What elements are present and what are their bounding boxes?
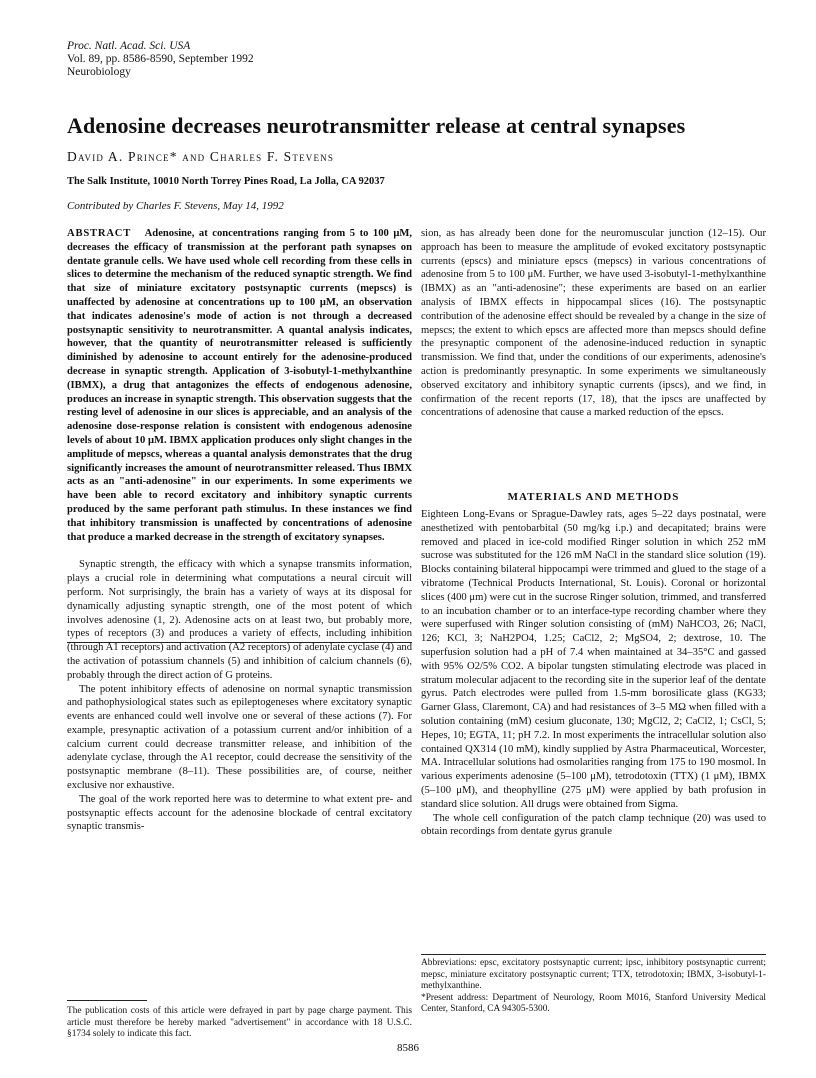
methods-section bbox=[421, 508, 766, 839]
journal-header bbox=[67, 40, 254, 79]
right-column-intro bbox=[421, 227, 766, 420]
affiliation: The Salk Institute, 10010 North Torrey Pines Road, La Jolla, CA 92037 bbox=[67, 176, 385, 187]
abstract-divider bbox=[67, 642, 412, 643]
intro-paragraph: The goal of the work reported here was to determine to what extent pre- and postsynaptic effects account for the adenosine blockade of central excitatory synaptic transmis- bbox=[67, 793, 412, 833]
abbreviations: Abbreviations: epsc, excitatory postsynaptic current; ipsc, inhibitory postsynaptic current; mepsc, miniature excitatory postsynaptic current; TTX, tetrodotoxin; IBMX, 3-isobutyl-1-methylxanthine. bbox=[421, 958, 766, 991]
journal-name: Proc. Natl. Acad. Sci. USA bbox=[67, 40, 191, 52]
page-number: 8586 bbox=[397, 1042, 419, 1054]
left-column bbox=[67, 227, 412, 834]
article-title: Adenosine decreases neurotransmitter release at central synapses bbox=[67, 113, 686, 138]
intro-paragraph: The potent inhibitory effects of adenosine on normal synaptic transmission and pathophysiological states such as epileptogeneses where excitatory synaptic events are enhanced could well involve one or several of these actions (7). For example, presynaptic activation of a potassium current and/or inhibition of a calcium current could decrease transmitter release, and inhibition of the adenylate cyclase, through the A1 receptor, could decrease the sensitivity of the postsynaptic membrane (8–11). These possibilities are, of course, neither exclusive nor exhaustive. bbox=[67, 683, 412, 792]
volume-info: Vol. 89, pp. 8586-8590, September 1992 bbox=[67, 53, 254, 65]
abstract-label: ABSTRACT bbox=[67, 228, 132, 239]
section-name: Neurobiology bbox=[67, 66, 131, 78]
abbreviations-footnote bbox=[421, 958, 766, 1016]
intro-continuation: sion, as has already been done for the neuromuscular junction (12–15). Our approach has been to measure the amplitude of evoked excitatory postsynaptic currents (epscs) and miniature epscs (mepscs) in various concentrations of adenosine from 5 to 100 μM. Further, we have used 3-isobutyl-1-methylxanthine (IBMX) as an "anti-adenosine"; these experiments are based on an earlier analysis of IBMX effects in hippocampal slices (16). The postsynaptic contribution of the adenosine effect should be revealed by a change in the size of mepscs; the extent to which epscs are affected more than mepscs should define the presynaptic component of the adenosine-induced reduction in synaptic transmission. We find that, under the conditions of our experiments, adenosine's action is predominantly presynaptic. In some experiments we simultaneously observed excitatory and inhibitory synaptic currents (ipscs), and we find, in confirmation of the recent reports (17, 18), that the ipscs are unaffected by concentrations of adenosine that cause a marked reduction of the epscs. bbox=[421, 228, 766, 419]
contributed-by: Contributed by Charles F. Stevens, May 14, 1992 bbox=[67, 200, 284, 212]
methods-paragraph: Eighteen Long-Evans or Sprague-Dawley rats, ages 5–22 days postnatal, were anesthetized with pentobarbital (50 mg/kg i.p.) and decapitated; brains were removed and placed in ice-cold modified Ringer solution in which 252 mM sucrose was substituted for the 126 mM NaCl in the standard slice solution (19). Blocks containing bilateral hippocampi were trimmed and glued to the stage of a vibratome (Technical Products International, St. Louis). Coronal or horizontal slices (400 μm) were cut in the sucrose Ringer solution, trimmed, and transferred to an incubation chamber or to an interface-type recording chamber where they were superfused with Ringer solution consisting of (mM) NaHCO3, 26; NaCl, 126; KCl, 3; NaH2PO4, 1.25; CaCl2, 2; MgSO4, 2; dextrose, 10. The superfusion solution had a pH of 7.4 when maintained at 34–35°C and gassed with 95% O2/5% CO2. A bipolar tungsten stimulating electrode was placed in stratum molecular adjacent to the recording site in the superior leaf of the dentate gyrus. Patch electrodes were pulled from 1.5-mm borosilicate glass (KG33; Garner Glass, Claremont, CA) and had resistances of 3–5 MΩ when filled with a solution containing (mM) cesium gluconate, 130; MgCl2, 2; CaCl2, 1; CsCl, 5; Hepes, 10; EGTA, 11; pH 7.2. In most experiments the intracellular solution also contained QX314 (10 mM), kindly supplied by Astra Pharmaceutical, Worcester, MA. Intracellular solutions had osmolarities ranging from 175 to 190 mosmol. In various experiments adenosine (5–100 μM), tetrodotoxin (TTX) (1 μM), IBMX (5–100 μM), and theophylline (275 μM) were applied by bath profusion in standard slice solution. All drugs were obtained from Sigma. bbox=[421, 509, 766, 810]
methods-heading: MATERIALS AND METHODS bbox=[507, 491, 680, 503]
methods-paragraph: The whole cell configuration of the patch clamp technique (20) was used to obtain recordings from dentate gyrus granule bbox=[421, 812, 766, 838]
abstract-text: Adenosine, at concentrations ranging from 5 to 100 μM, decreases the efficacy of transmission at the perforant path synapses on dentate granule cells. We have used whole cell recording from these cells in slices to determine the mechanism of the reduced synaptic strength. We find that size of miniature excitatory postsynaptic currents (mepscs) is unaffected by adenosine at concentrations up to 100 μM, an observation that indicates adenosine's mode of action is not through a decreased postsynaptic sensitivity to neurotransmitter. A quantal analysis indicates, however, that the quantity of neurotransmitter released is sufficiently diminished by adenosine to account entirely for the adenosine-produced decrease in synaptic strength. Application of 3-isobutyl-1-methylxanthine (IBMX), a drug that antagonizes the effects of endogenous adenosine, produces an increase in synaptic strength. This observation suggests that the resting level of adenosine in our slices is appreciable, and an analysis of the adenosine dose-response relation is consistent with endogenous adenosine levels of about 10 μM. IBMX application produces only slight changes in the amplitude of mepscs, whereas a quantal analysis demonstrates that the drug significantly increases the amount of neurotransmitter released. Thus IBMX acts as an "anti-adenosine" in our experiments. In some experiments we have been able to record excitatory and inhibitory synaptic currents produced by the same perforant path stimulus. In these instances we find that inhibitory transmission is unaffected by concentrations of adenosine that produce a marked decrease in the strength of excitatory synapses. bbox=[67, 228, 412, 543]
present-address: *Present address: Department of Neurology, Room M016, Stanford University Medical Center, Stanford, CA 94305-5300. bbox=[421, 992, 766, 1014]
intro-paragraph: Synaptic strength, the efficacy with which a synapse transmits information, plays a crucial role in determining what computations a neural circuit will perform. Not surprisingly, the brain has a variety of ways at its disposal for dynamically adjusting synaptic strength, one of the most potent of which involves adenosine (1, 2). Adenosine acts on at least two, but probably more, types of receptors (3) and produces a variety of effects, including inhibition (through A1 receptors) and activation (A2 receptors) of adenylate cyclase (4) and the activation of potassium channels (5) and inhibition of calcium channels (6), probably through the direct action of G proteins. bbox=[67, 559, 412, 681]
footnote-rule bbox=[67, 1000, 147, 1001]
abstract bbox=[67, 227, 412, 544]
author-list: David A. Prince* and Charles F. Stevens bbox=[67, 149, 335, 164]
publication-cost-footnote: The publication costs of this article were defrayed in part by page charge payment. This article must therefore be hereby marked "advertisement" in accordance with 18 U.S.C. §1734 solely to indicate this fact. bbox=[67, 1006, 412, 1039]
abbreviations-rule bbox=[421, 954, 766, 955]
